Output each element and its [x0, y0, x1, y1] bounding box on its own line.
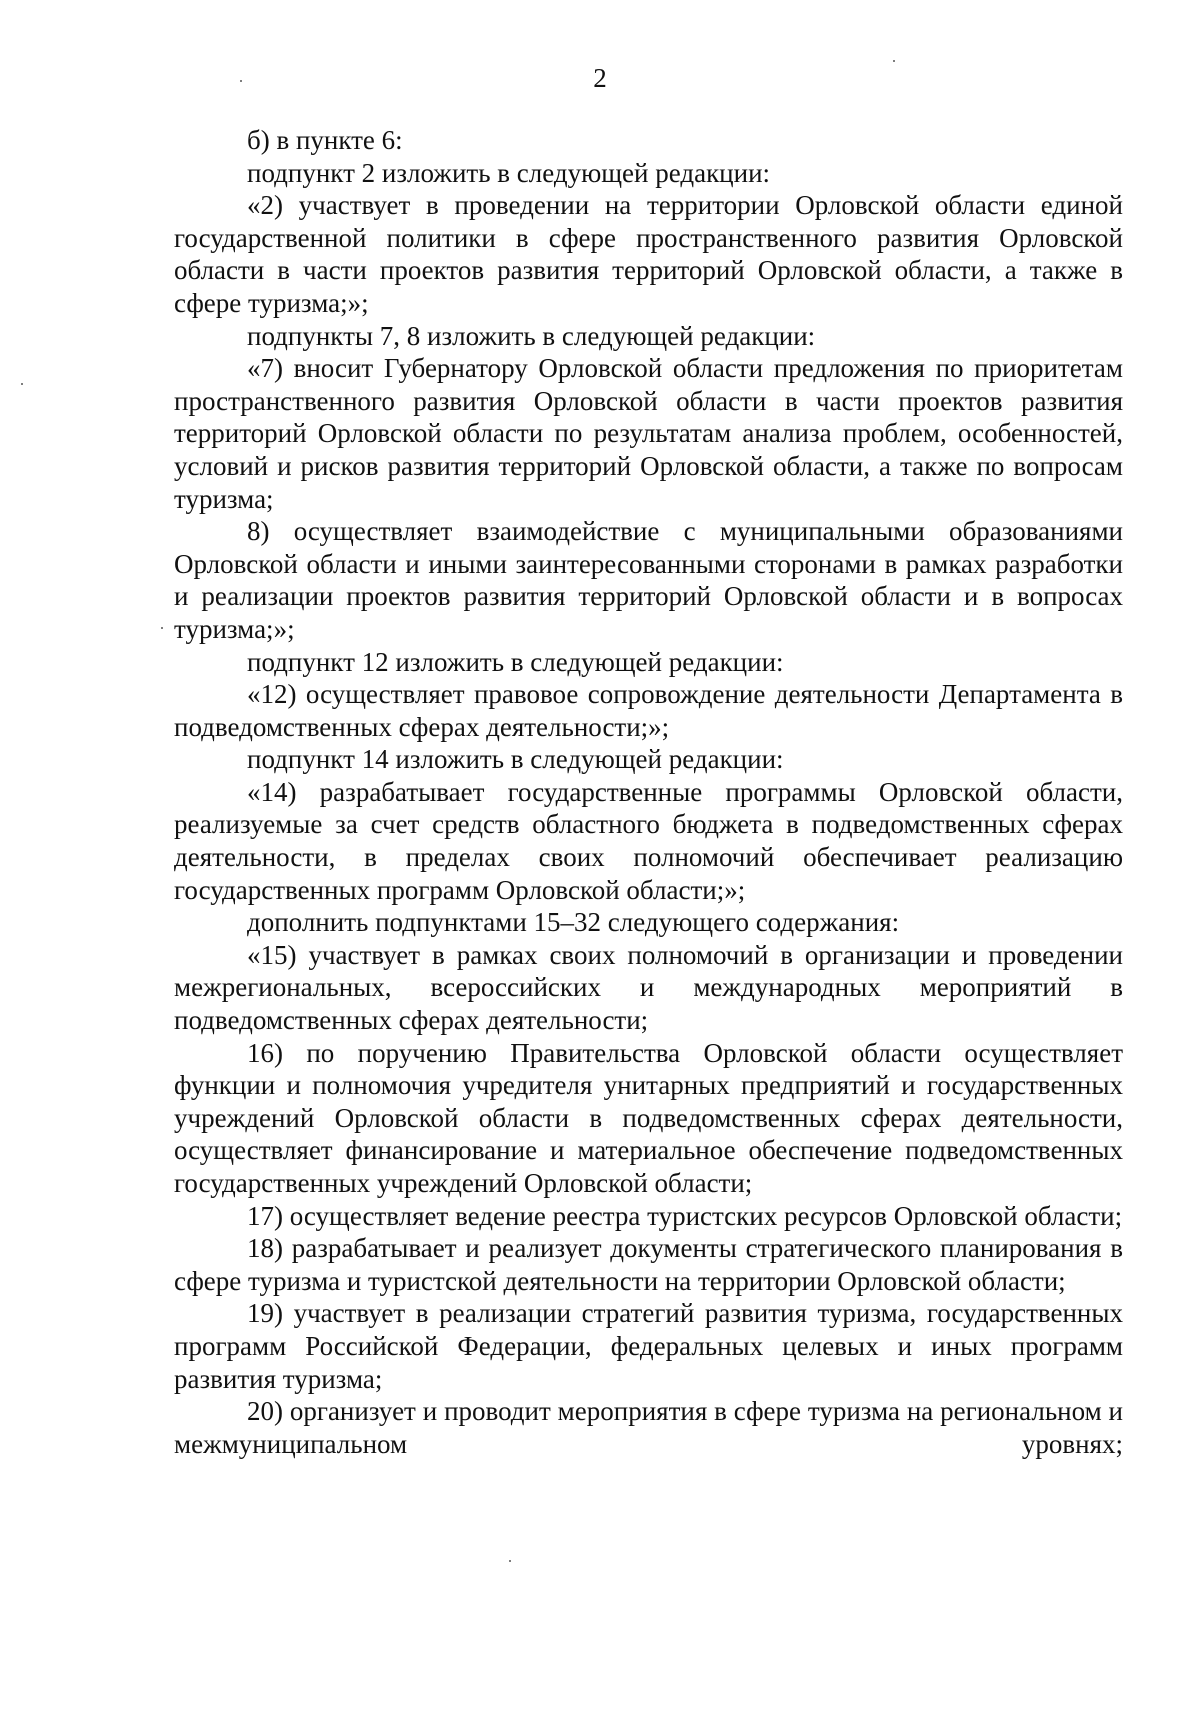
scan-speck [240, 80, 242, 82]
paragraph: 20) организует и проводит мероприятия в сфере туризма на региональном и межмуниципальном уровнях; [174, 1396, 1123, 1459]
scan-speck [21, 383, 23, 385]
paragraph: дополнить подпунктами 15–32 следующего содержания: [247, 907, 900, 938]
paragraph: «7) вносит Губернатору Орловской области предложения по приоритетам пространственного развития Орловской области в части проектов развития территорий Орловской области по результатам анализа проблем, особенностей, условий и рисков развития территорий Орловской области, а также по вопросам туризма; [174, 353, 1123, 514]
paragraph: подпункт 12 изложить в следующей редакции: [247, 646, 784, 677]
paragraph: 19) участвует в реализации стратегий развития туризма, государственных программ Российской Федерации, федеральных целевых и иных программ развития туризма; [174, 1298, 1123, 1394]
paragraph: 16) по поручению Правительства Орловской области осуществляет функции и полномочия учредителя унитарных предприятий и государственных учреждений Орловской области в подведомственных сферах деятельности, осуществляет финансирование и материальное обеспечение подведомственных государственных учреждений Орловской области; [174, 1037, 1123, 1198]
paragraph: 8) осуществляет взаимодействие с муниципальными образованиями Орловской области и иными заинтересованными сторонами в рамках разработки и реализации проектов развития территорий Орловской области и в вопросах туризма;»; [174, 516, 1123, 644]
scan-speck [509, 1560, 511, 1562]
paragraph: 17) осуществляет ведение реестра туристских ресурсов Орловской области; [247, 1200, 1123, 1231]
paragraph: б) в пункте 6: [247, 125, 403, 155]
document-body [174, 124, 1123, 1460]
paragraph: «12) осуществляет правовое сопровождение деятельности Департамента в подведомственных сферах деятельности;»; [174, 679, 1123, 742]
paragraph: «15) участвует в рамках своих полномочий в организации и проведении межрегиональных, всероссийских и международных мероприятий в подведомственных сферах деятельности; [174, 939, 1123, 1036]
paragraph: 18) разрабатывает и реализует документы стратегического планирования в сфере туризма и туристской деятельности на территории Орловской области; [174, 1233, 1123, 1296]
paragraph: подпункт 14 изложить в следующей редакции: [247, 744, 784, 775]
paragraph: «2) участвует в проведении на территории Орловской области единой государственной политики в сфере пространственного развития Орловской области в части проектов развития территорий Орловской области, а также в сфере туризма;»; [174, 190, 1123, 318]
paragraph: подпункты 7, 8 изложить в следующей редакции: [247, 320, 816, 351]
scan-speck [893, 60, 895, 62]
paragraph: подпункт 2 изложить в следующей редакции: [247, 157, 771, 188]
scan-speck [161, 627, 163, 629]
paragraph: «14) разрабатывает государственные программы Орловской области, реализуемые за счет средств областного бюджета в подведомственных сферах деятельности, в пределах своих полномочий обеспечивает реализацию государственных программ Орловской области;»; [174, 776, 1123, 905]
page-number: 2 [593, 63, 607, 93]
